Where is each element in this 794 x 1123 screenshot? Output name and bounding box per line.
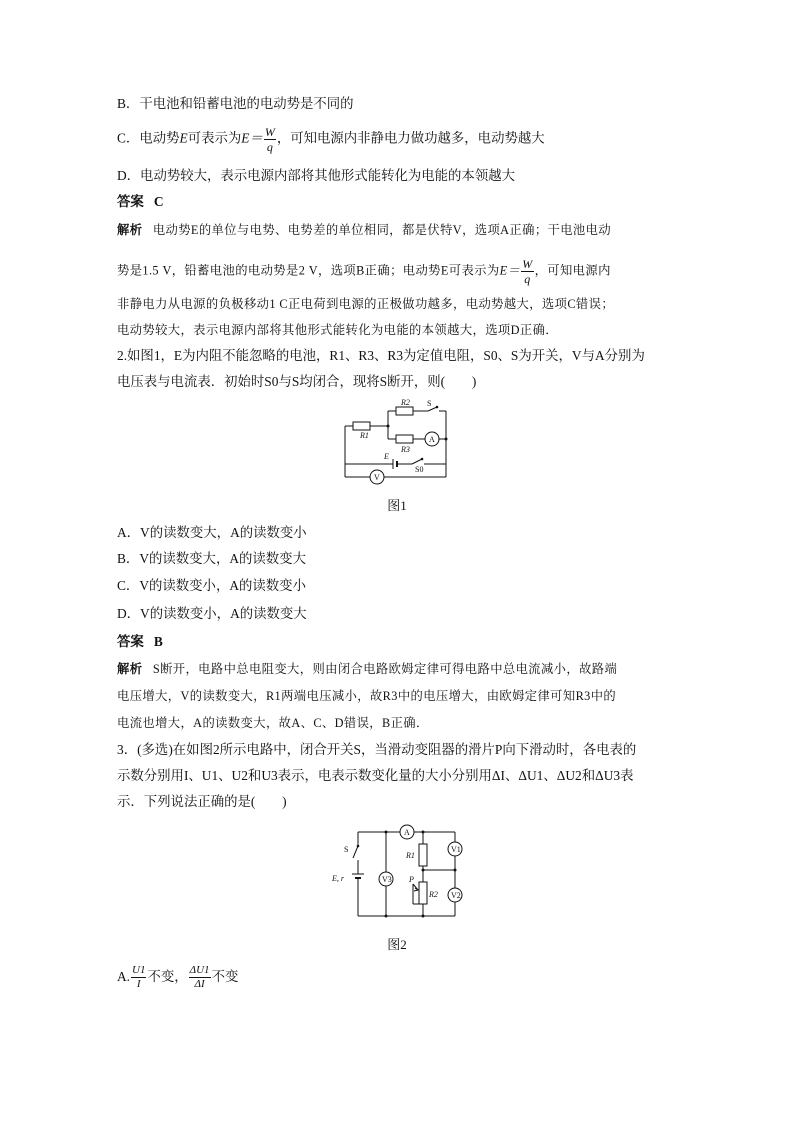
q3-option-a — [117, 962, 238, 992]
analysis-label: 解析 — [117, 223, 143, 237]
label-r2: R2 — [401, 398, 410, 407]
q1-analysis-line-3: 非静电力从电源的负极移动1 C正电荷到电源的正极做功越多，电动势越大，选项C错误； — [117, 297, 615, 311]
label-v3: V3 — [382, 875, 392, 884]
analysis-text: 电动势E的单位与电势、电势差的单位相同，都是伏特V，选项A正确；干电池电动 — [152, 223, 612, 237]
r1-resistor — [419, 844, 427, 866]
option-c-symbol: E — [179, 130, 188, 146]
r1-resistor — [353, 422, 370, 430]
analysis-eq: E＝ — [499, 263, 521, 278]
q2-option-d: D．V的读数变小，A的读数变大 — [117, 606, 307, 621]
answer-value: C — [153, 194, 164, 209]
q3-stem-line-3: 示．下列说法正确的是( ) — [117, 794, 287, 809]
label-r1: R1 — [406, 851, 415, 860]
label-e: E — [384, 452, 389, 461]
answer-label: 答案 — [117, 634, 144, 649]
r2-resistor — [396, 407, 413, 415]
label-a: A — [404, 828, 410, 837]
fraction-denominator: I — [136, 978, 141, 991]
option-label: A. — [117, 969, 131, 984]
option-text: 不变， — [147, 969, 188, 984]
figure-1-circuit — [340, 398, 460, 482]
label-v: V — [374, 473, 380, 482]
label-r1: R1 — [360, 431, 369, 440]
fraction-numerator: ΔU1 — [189, 964, 210, 977]
q3-stem-line-1: 3．(多选)在如图2所示电路中，闭合开关S，当滑动变阻器的滑片P向下滑动时，各电表的 — [117, 742, 637, 757]
option-c-fraction — [264, 126, 276, 153]
label-er: E, r — [332, 874, 344, 883]
q3-stem-line-2: 示数分别用I、U1、U2和U3表示，电表示数变化量的大小分别用ΔI、ΔU1、ΔU2和ΔU3表 — [117, 768, 634, 783]
analysis-label: 解析 — [117, 662, 143, 676]
option-c-prefix: C．电动势 — [117, 130, 180, 146]
option-text: 不变 — [211, 969, 239, 984]
q2-stem-line-2: 电压表与电流表．初始时S0与S均闭合，现将S断开，则( ) — [117, 374, 477, 389]
q1-answer — [117, 192, 164, 212]
q2-analysis-line-3: 电流也增大，A的读数变大，故A、C、D错误，B正确． — [117, 716, 429, 730]
label-v2: V2 — [451, 891, 461, 900]
label-v1: V1 — [451, 845, 461, 854]
label-r3: R3 — [401, 445, 410, 454]
label-r2: R2 — [429, 890, 438, 899]
fraction-numerator: U1 — [132, 964, 146, 977]
option-c-eq: E＝ — [241, 130, 263, 146]
figure-2-caption: 图2 — [387, 937, 407, 952]
option-c-suffix: ，可知电源内非静电力做功越多，电动势越大 — [276, 130, 545, 146]
figure-1-caption: 图1 — [387, 498, 407, 513]
analysis-fraction — [521, 258, 533, 285]
answer-label: 答案 — [117, 194, 144, 209]
analysis-text: 势是1.5 V，铅蓄电池的电动势是2 V，选项B正确；电动势E可表示为 — [117, 263, 500, 278]
option-c — [117, 126, 545, 153]
q2-analysis-line-2: 电压增大，V的读数变大，R1两端电压减小，故R3中的电压增大，由欧姆定律可知R3中的 — [117, 689, 617, 703]
option-b: B．干电池和铅蓄电池的电动势是不同的 — [117, 96, 354, 111]
q2-stem-line-1: 2.如图1，E为内阻不能忽略的电池，R1、R3、R3为定值电阻，S0、S为开关，V与A分别为 — [117, 348, 645, 363]
q2-option-c: C．V的读数变小，A的读数变小 — [117, 578, 306, 593]
label-s0: S0 — [415, 465, 424, 474]
fraction-denominator: ΔI — [194, 978, 205, 991]
fraction-denominator: q — [524, 272, 531, 286]
q2-answer — [117, 632, 163, 652]
analysis-text: S断开，电路中总电阻变大，则由闭合电路欧姆定律可得电路中总电流减小，故路端 — [152, 662, 618, 676]
label-a: A — [429, 435, 435, 444]
q1-analysis-line-4: 电动势较大，表示电源内部将其他形式能转化为电能的本领越大，选项D正确． — [117, 323, 558, 337]
label-p: P — [409, 875, 414, 884]
label-s: S — [344, 845, 349, 854]
q2-option-a: A．V的读数变大，A的读数变小 — [117, 525, 307, 540]
fraction-numerator: W — [522, 257, 533, 271]
r2-resistor — [419, 882, 427, 904]
fraction-numerator: W — [264, 125, 275, 139]
option-c-mid: 可表示为 — [187, 130, 242, 146]
q2-analysis-line-1 — [117, 659, 617, 679]
option-a-fraction-2 — [189, 965, 211, 990]
r3-resistor — [396, 435, 413, 443]
label-s: S — [427, 399, 432, 408]
answer-value: B — [153, 634, 163, 649]
fraction-denominator: q — [266, 140, 273, 154]
analysis-text: ，可知电源内 — [534, 263, 611, 278]
q1-analysis-line-1 — [117, 220, 611, 240]
q2-option-b: B．V的读数变大，A的读数变大 — [117, 551, 306, 566]
q1-analysis-line-2 — [117, 258, 611, 285]
option-d: D．电动势较大，表示电源内部将其他形式能转化为电能的本领越大 — [117, 168, 515, 183]
option-a-fraction-1 — [131, 965, 146, 990]
figure-2-circuit — [328, 822, 468, 922]
